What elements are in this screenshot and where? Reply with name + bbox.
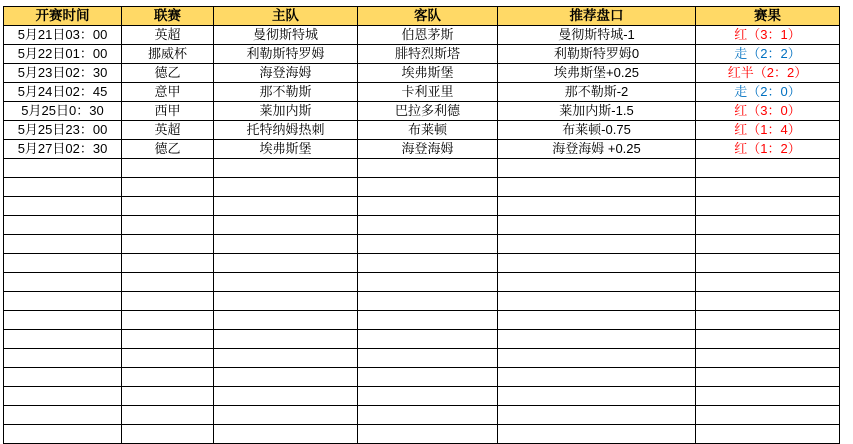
- cell-away-team: 伯恩茅斯: [358, 26, 498, 45]
- cell-empty: [498, 387, 696, 406]
- column-header: 主队: [214, 7, 358, 26]
- cell-empty: [214, 387, 358, 406]
- cell-empty: [498, 235, 696, 254]
- cell-empty: [358, 425, 498, 444]
- cell-pick: 利勒斯特罗姆0: [498, 45, 696, 64]
- table-row: [4, 45, 840, 64]
- cell-empty: [214, 425, 358, 444]
- cell-empty: [358, 387, 498, 406]
- cell-empty: [122, 273, 214, 292]
- table-row-empty: [4, 235, 840, 254]
- cell-empty: [696, 368, 840, 387]
- cell-empty: [122, 387, 214, 406]
- cell-empty: [4, 235, 122, 254]
- cell-time: 5月23日02：30: [4, 64, 122, 83]
- cell-empty: [358, 311, 498, 330]
- cell-empty: [696, 216, 840, 235]
- cell-empty: [4, 292, 122, 311]
- cell-empty: [122, 216, 214, 235]
- cell-empty: [696, 254, 840, 273]
- cell-empty: [498, 197, 696, 216]
- table-row-empty: [4, 216, 840, 235]
- cell-empty: [696, 330, 840, 349]
- cell-empty: [122, 368, 214, 387]
- cell-time: 5月27日02：30: [4, 140, 122, 159]
- cell-home-team: 埃弗斯堡: [214, 140, 358, 159]
- cell-empty: [122, 197, 214, 216]
- cell-result: 红半（2：2）: [696, 64, 840, 83]
- cell-empty: [122, 349, 214, 368]
- cell-empty: [122, 178, 214, 197]
- table-row-empty: [4, 178, 840, 197]
- cell-league: 英超: [122, 26, 214, 45]
- cell-pick: 埃弗斯堡+0.25: [498, 64, 696, 83]
- column-header: 推荐盘口: [498, 7, 696, 26]
- cell-empty: [358, 406, 498, 425]
- cell-empty: [498, 406, 696, 425]
- cell-result: 走（2：0）: [696, 83, 840, 102]
- cell-time: 5月24日02：45: [4, 83, 122, 102]
- cell-away-team: 巴拉多利德: [358, 102, 498, 121]
- cell-empty: [4, 330, 122, 349]
- cell-empty: [696, 406, 840, 425]
- cell-away-team: 埃弗斯堡: [358, 64, 498, 83]
- table-row: [4, 64, 840, 83]
- table-row: [4, 121, 840, 140]
- table-row-empty: [4, 159, 840, 178]
- cell-empty: [358, 292, 498, 311]
- cell-empty: [4, 425, 122, 444]
- cell-empty: [696, 425, 840, 444]
- cell-empty: [214, 349, 358, 368]
- cell-empty: [122, 159, 214, 178]
- spreadsheet-area: [3, 6, 839, 444]
- cell-away-team: 布莱顿: [358, 121, 498, 140]
- cell-empty: [122, 235, 214, 254]
- cell-league: 德乙: [122, 140, 214, 159]
- cell-empty: [358, 273, 498, 292]
- cell-empty: [4, 159, 122, 178]
- cell-empty: [4, 387, 122, 406]
- cell-result: 红（3：0）: [696, 102, 840, 121]
- cell-time: 5月21日03：00: [4, 26, 122, 45]
- cell-empty: [4, 368, 122, 387]
- cell-away-team: 海登海姆: [358, 140, 498, 159]
- cell-empty: [498, 254, 696, 273]
- cell-league: 意甲: [122, 83, 214, 102]
- table-row-empty: [4, 292, 840, 311]
- cell-league: 英超: [122, 121, 214, 140]
- cell-empty: [214, 273, 358, 292]
- cell-league: 德乙: [122, 64, 214, 83]
- cell-result: 红（3：1）: [696, 26, 840, 45]
- cell-empty: [122, 425, 214, 444]
- cell-away-team: 腓特烈斯塔: [358, 45, 498, 64]
- cell-home-team: 利勒斯特罗姆: [214, 45, 358, 64]
- cell-empty: [358, 254, 498, 273]
- cell-empty: [214, 178, 358, 197]
- cell-empty: [214, 197, 358, 216]
- cell-result: 红（1：4）: [696, 121, 840, 140]
- cell-home-team: 那不勒斯: [214, 83, 358, 102]
- cell-empty: [122, 406, 214, 425]
- table-row-empty: [4, 406, 840, 425]
- table-row-empty: [4, 330, 840, 349]
- cell-empty: [358, 330, 498, 349]
- cell-empty: [4, 273, 122, 292]
- cell-empty: [122, 254, 214, 273]
- cell-home-team: 曼彻斯特城: [214, 26, 358, 45]
- cell-empty: [358, 235, 498, 254]
- cell-empty: [4, 311, 122, 330]
- cell-empty: [214, 235, 358, 254]
- cell-empty: [696, 387, 840, 406]
- cell-empty: [696, 273, 840, 292]
- cell-empty: [696, 197, 840, 216]
- cell-empty: [358, 178, 498, 197]
- cell-result: 走（2：2）: [696, 45, 840, 64]
- cell-pick: 曼彻斯特城-1: [498, 26, 696, 45]
- cell-empty: [696, 292, 840, 311]
- table-header-row: [4, 7, 840, 26]
- table-row-empty: [4, 425, 840, 444]
- table-row-empty: [4, 273, 840, 292]
- cell-empty: [696, 178, 840, 197]
- cell-empty: [214, 368, 358, 387]
- cell-empty: [4, 197, 122, 216]
- cell-empty: [358, 349, 498, 368]
- cell-empty: [122, 311, 214, 330]
- column-header: 赛果: [696, 7, 840, 26]
- cell-time: 5月22日01：00: [4, 45, 122, 64]
- cell-empty: [498, 330, 696, 349]
- cell-empty: [696, 159, 840, 178]
- table-row-empty: [4, 387, 840, 406]
- cell-empty: [498, 368, 696, 387]
- cell-empty: [696, 349, 840, 368]
- match-results-table: [3, 6, 840, 444]
- cell-empty: [358, 216, 498, 235]
- cell-time: 5月25日0：30: [4, 102, 122, 121]
- cell-empty: [498, 273, 696, 292]
- cell-empty: [4, 349, 122, 368]
- cell-empty: [214, 406, 358, 425]
- table-row-empty: [4, 311, 840, 330]
- cell-pick: 海登海姆 +0.25: [498, 140, 696, 159]
- table-row-empty: [4, 197, 840, 216]
- cell-away-team: 卡利亚里: [358, 83, 498, 102]
- cell-pick: 布莱顿-0.75: [498, 121, 696, 140]
- cell-empty: [498, 292, 696, 311]
- cell-time: 5月25日23：00: [4, 121, 122, 140]
- cell-empty: [122, 330, 214, 349]
- cell-empty: [214, 330, 358, 349]
- cell-empty: [358, 197, 498, 216]
- table-row-empty: [4, 368, 840, 387]
- cell-home-team: 托特纳姆热刺: [214, 121, 358, 140]
- column-header: 客队: [358, 7, 498, 26]
- cell-empty: [4, 178, 122, 197]
- cell-empty: [358, 368, 498, 387]
- cell-empty: [498, 159, 696, 178]
- cell-result: 红（1：2）: [696, 140, 840, 159]
- table-row: [4, 102, 840, 121]
- table-row-empty: [4, 349, 840, 368]
- cell-empty: [214, 159, 358, 178]
- table-row: [4, 26, 840, 45]
- cell-empty: [498, 425, 696, 444]
- cell-empty: [498, 311, 696, 330]
- table-row-empty: [4, 254, 840, 273]
- cell-pick: 那不勒斯-2: [498, 83, 696, 102]
- cell-league: 挪威杯: [122, 45, 214, 64]
- cell-home-team: 海登海姆: [214, 64, 358, 83]
- cell-empty: [696, 311, 840, 330]
- table-row: [4, 140, 840, 159]
- cell-empty: [214, 216, 358, 235]
- cell-empty: [498, 216, 696, 235]
- cell-league: 西甲: [122, 102, 214, 121]
- column-header: 开赛时间: [4, 7, 122, 26]
- cell-empty: [214, 292, 358, 311]
- cell-home-team: 莱加内斯: [214, 102, 358, 121]
- cell-empty: [214, 254, 358, 273]
- cell-empty: [498, 349, 696, 368]
- cell-empty: [214, 311, 358, 330]
- cell-empty: [358, 159, 498, 178]
- table-row: [4, 83, 840, 102]
- cell-pick: 莱加内斯-1.5: [498, 102, 696, 121]
- column-header: 联赛: [122, 7, 214, 26]
- cell-empty: [696, 235, 840, 254]
- cell-empty: [498, 178, 696, 197]
- cell-empty: [122, 292, 214, 311]
- cell-empty: [4, 216, 122, 235]
- cell-empty: [4, 406, 122, 425]
- cell-empty: [4, 254, 122, 273]
